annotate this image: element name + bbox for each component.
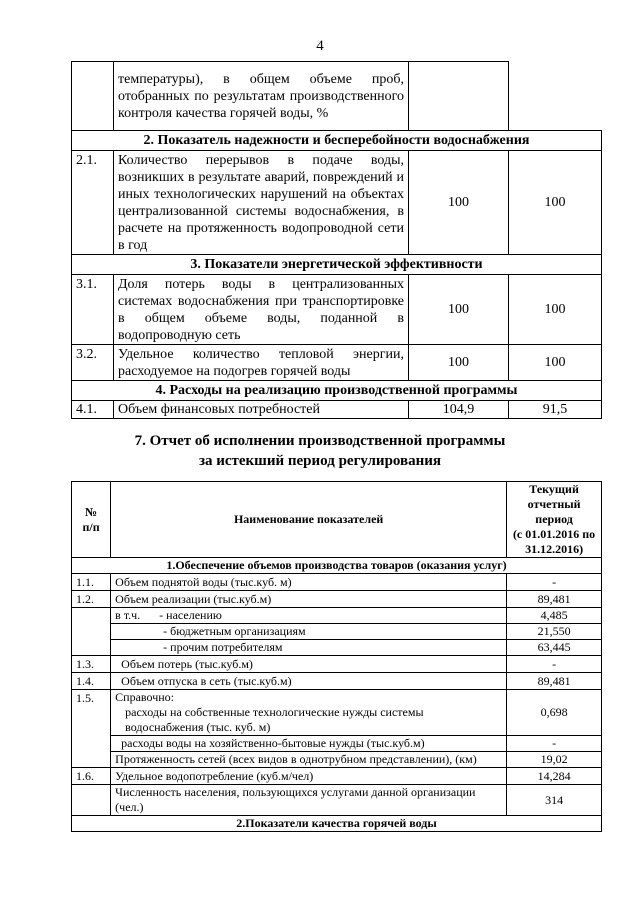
row-number (72, 752, 111, 768)
section-title: 2. Показатель надежности и бесперебойности водоснабжения (72, 131, 602, 151)
row-value-1: 100 (409, 275, 509, 345)
row-value-2: 100 (509, 345, 602, 381)
row-value-1: 100 (409, 345, 509, 381)
row-value: 314 (507, 785, 602, 816)
section-row (72, 131, 602, 151)
header-num-line-2: п/п (82, 520, 100, 534)
indicators-table (71, 61, 602, 419)
row-value-1 (409, 62, 509, 131)
row-name: Объем реализации (тыс.куб.м) (111, 591, 507, 608)
table-row (72, 752, 602, 768)
header-period-line-2: отчетный период (527, 497, 581, 526)
row-name (111, 608, 507, 624)
section-title: 2.Показатели качества горячей воды (72, 816, 602, 832)
row-name: - прочим потребителям (111, 640, 507, 656)
section-title: 3. Показатели энергетической эффективности (72, 255, 602, 275)
row-description: Объем финансовых потребностей (114, 401, 409, 419)
row-number: 2.1. (72, 151, 114, 255)
header-period-line-1: Текущий (529, 482, 579, 496)
section-heading-line-2: за истекший период регулирования (198, 453, 442, 469)
row-name-text: - населению (159, 608, 222, 622)
row-number (72, 62, 114, 131)
section-row (72, 816, 602, 832)
row-value: 14,284 (507, 768, 602, 785)
row-number (72, 624, 111, 640)
row-description: температуры), в общем объеме проб, отобранных по результатам производственного контроля качества горячей воды, % (114, 62, 409, 131)
report-table (71, 481, 602, 832)
row-name-text: расходы на собственные технологические нужды системы водоснабжения (тыс. куб. м) (125, 705, 424, 734)
row-value: - (507, 656, 602, 673)
section-row (72, 381, 602, 401)
section-title: 1.Обеспечение объемов производства товаров (оказания услуг) (72, 558, 602, 574)
table-row (72, 785, 602, 816)
section-title: 4. Расходы на реализацию производственной программы (72, 381, 602, 401)
row-name: Объем отпуска в сеть (тыс.куб.м) (111, 673, 507, 690)
row-number: 1.6. (72, 768, 111, 785)
row-number: 1.3. (72, 656, 111, 673)
table-row (72, 656, 602, 673)
row-number: 4.1. (72, 401, 114, 419)
row-value-1: 100 (409, 151, 509, 255)
row-value-2: 100 (509, 151, 602, 255)
table-row (72, 624, 602, 640)
row-description: Количество перерывов в подаче воды, возникших в результате аварий, повреждений и иных технологических нарушений на объектах централизованной системы водоснабжения, в расчете на протяженность водопроводной сети в год (114, 151, 409, 255)
table-row (72, 591, 602, 608)
row-value: 19,02 (507, 752, 602, 768)
section-row (72, 558, 602, 574)
table-row (72, 62, 602, 131)
section-row (72, 255, 602, 275)
header-name: Наименование показателей (111, 482, 507, 558)
row-number: 1.4. (72, 673, 111, 690)
row-value: 0,698 (507, 690, 602, 736)
table-row (72, 673, 602, 690)
row-value: 89,481 (507, 591, 602, 608)
table-row (72, 690, 602, 736)
row-description: Доля потерь воды в централизованных системах водоснабжения при транспортировке в общем объеме воды, поданной в водопроводную сеть (114, 275, 409, 345)
row-number (72, 608, 111, 624)
row-value: - (507, 574, 602, 591)
table-row (72, 151, 602, 255)
row-value: 4,485 (507, 608, 602, 624)
row-number: 3.1. (72, 275, 114, 345)
row-title: Справочно: (115, 690, 174, 704)
row-name: Численность населения, пользующихся услугами данной организации (чел.) (111, 785, 507, 816)
row-number: 1.1. (72, 574, 111, 591)
header-period (507, 482, 602, 558)
row-description: Удельное количество тепловой энергии, расходуемое на подогрев горячей воды (114, 345, 409, 381)
row-number: 3.2. (72, 345, 114, 381)
table-row (72, 345, 602, 381)
header-num-line-1: № (85, 505, 98, 519)
row-value-2: 100 (509, 275, 602, 345)
row-number: 1.5. (72, 690, 111, 736)
row-value-2: 91,5 (509, 401, 602, 419)
row-name: Объем потерь (тыс.куб.м) (111, 656, 507, 673)
row-number (72, 736, 111, 752)
header-row (72, 482, 602, 558)
table-row (72, 736, 602, 752)
row-value: 89,481 (507, 673, 602, 690)
row-name: Объем поднятой воды (тыс.куб. м) (111, 574, 507, 591)
row-name (111, 690, 507, 736)
row-prefix: в т.ч. (115, 608, 141, 622)
table-row (72, 574, 602, 591)
table-row (72, 275, 602, 345)
table-row (72, 640, 602, 656)
row-number (72, 785, 111, 816)
row-number: 1.2. (72, 591, 111, 608)
row-name: Протяженность сетей (всех видов в однотрубном представлении), (км) (111, 752, 507, 768)
row-name: - бюджетным организациям (111, 624, 507, 640)
row-value: - (507, 736, 602, 752)
row-name: Удельное водопотребление (куб.м/чел) (111, 768, 507, 785)
table-row (72, 608, 602, 624)
header-period-line-3: (с 01.01.2016 по (512, 527, 596, 541)
row-name: расходы воды на хозяйственно-бытовые нужды (тыс.куб.м) (111, 736, 507, 752)
row-value: 21,550 (507, 624, 602, 640)
row-number (72, 640, 111, 656)
header-num (72, 482, 111, 558)
section-heading-line-1: 7. Отчет об исполнении производственной программы (134, 433, 506, 449)
header-period-line-4: 31.12.2016) (525, 542, 584, 556)
table-row (72, 768, 602, 785)
table-row (72, 401, 602, 419)
row-value: 63,445 (507, 640, 602, 656)
page-number: 4 (316, 38, 324, 54)
row-value-1: 104,9 (409, 401, 509, 419)
row-value-2 (509, 62, 602, 131)
